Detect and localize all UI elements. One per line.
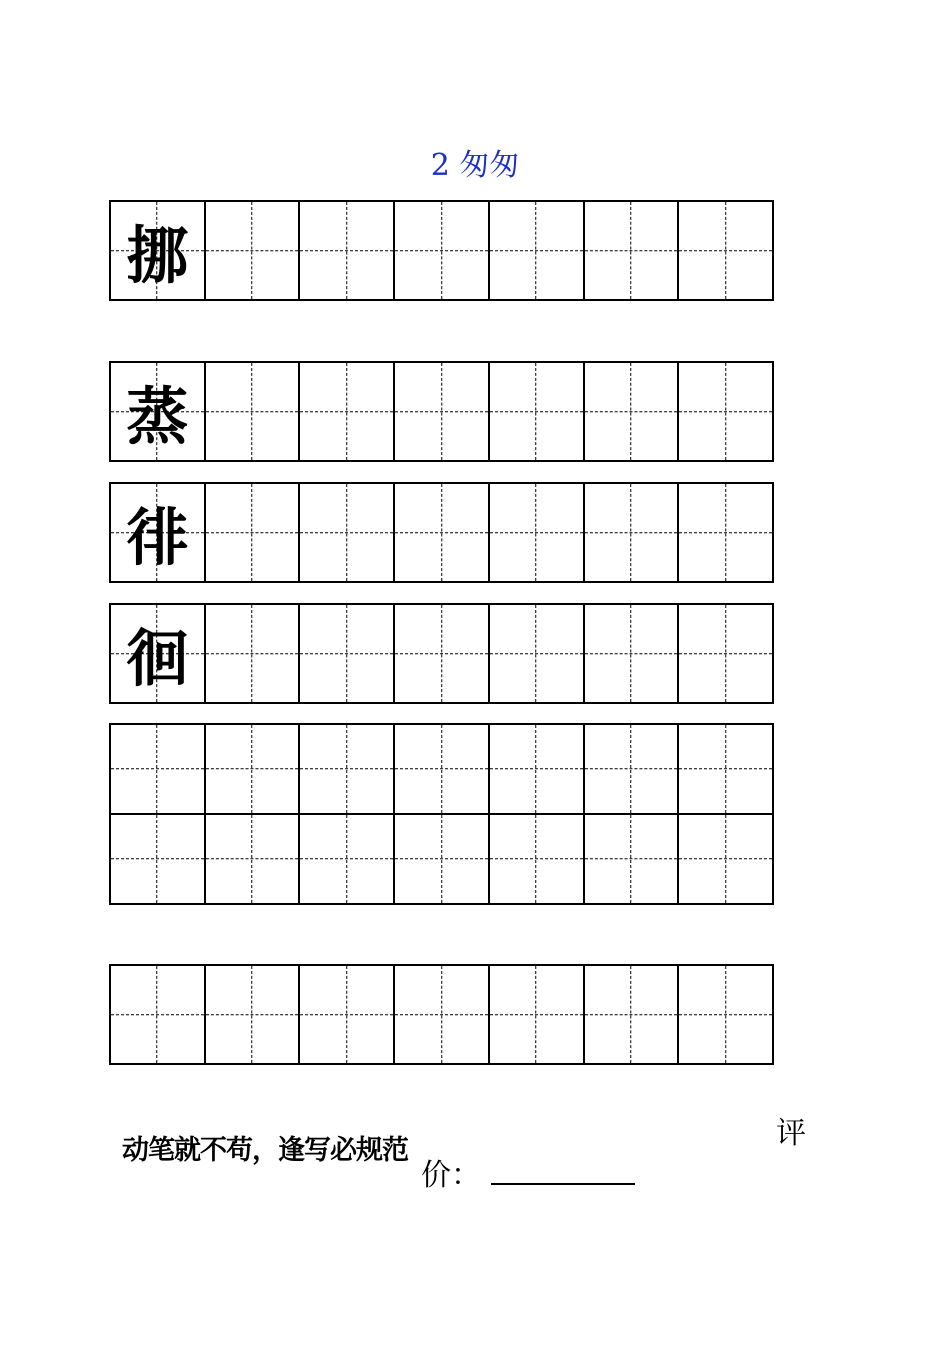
grid-cell[interactable] — [393, 363, 488, 460]
grid-cell[interactable] — [677, 725, 772, 813]
grid-cell[interactable] — [111, 966, 204, 1063]
page-title: 2 匆匆 — [430, 148, 520, 183]
grid-cell[interactable] — [583, 815, 678, 903]
grid-cell[interactable] — [204, 725, 299, 813]
evaluation-blank-line[interactable] — [491, 1183, 635, 1185]
grid-cell[interactable] — [393, 815, 488, 903]
writing-grid-row-5 — [111, 725, 772, 813]
grid-cell[interactable] — [583, 484, 678, 581]
grid-cell[interactable] — [298, 363, 393, 460]
grid-cell — [111, 484, 204, 581]
grid-cell[interactable] — [298, 725, 393, 813]
evaluation-label-part2: 价： — [421, 1158, 481, 1193]
grid-cell[interactable] — [677, 966, 772, 1063]
grid-cell[interactable] — [583, 605, 678, 702]
grid-cell[interactable] — [677, 363, 772, 460]
evaluation-label-part1: 评 — [776, 1116, 806, 1151]
grid-cell — [111, 202, 204, 299]
grid-cell[interactable] — [677, 484, 772, 581]
grid-cell[interactable] — [298, 815, 393, 903]
grid-cell — [111, 605, 204, 702]
model-character: 徘 — [126, 501, 189, 574]
grid-cell[interactable] — [393, 966, 488, 1063]
grid-cell[interactable] — [204, 202, 299, 299]
grid-cell[interactable] — [204, 363, 299, 460]
grid-cell[interactable] — [583, 725, 678, 813]
grid-cell[interactable] — [488, 363, 583, 460]
grid-cell[interactable] — [488, 202, 583, 299]
model-character: 蒸 — [126, 380, 189, 453]
grid-cell[interactable] — [298, 202, 393, 299]
grid-cell[interactable] — [677, 202, 772, 299]
grid-cell[interactable] — [488, 725, 583, 813]
writing-grid-row-6 — [111, 813, 772, 903]
model-character: 徊 — [126, 622, 189, 695]
grid-cell[interactable] — [488, 484, 583, 581]
writing-grid-row-7 — [109, 964, 774, 1065]
model-character: 挪 — [126, 219, 189, 292]
grid-cell[interactable] — [204, 966, 299, 1063]
grid-cell[interactable] — [298, 605, 393, 702]
writing-grid-block — [109, 723, 774, 905]
grid-cell[interactable] — [677, 605, 772, 702]
grid-cell[interactable] — [488, 815, 583, 903]
grid-cell[interactable] — [488, 966, 583, 1063]
grid-cell[interactable] — [393, 484, 488, 581]
grid-cell[interactable] — [583, 202, 678, 299]
grid-cell[interactable] — [393, 725, 488, 813]
writing-grid-row-2 — [109, 361, 774, 462]
grid-cell — [111, 363, 204, 460]
grid-cell[interactable] — [111, 815, 204, 903]
grid-cell[interactable] — [488, 605, 583, 702]
grid-cell[interactable] — [393, 605, 488, 702]
writing-grid-row-4 — [109, 603, 774, 704]
grid-cell[interactable] — [204, 815, 299, 903]
grid-cell[interactable] — [677, 815, 772, 903]
grid-cell[interactable] — [204, 605, 299, 702]
grid-cell[interactable] — [393, 202, 488, 299]
grid-cell[interactable] — [298, 966, 393, 1063]
grid-cell[interactable] — [583, 363, 678, 460]
writing-grid-row-1 — [109, 200, 774, 301]
grid-cell[interactable] — [298, 484, 393, 581]
grid-cell[interactable] — [111, 725, 204, 813]
motto-text: 动笔就不苟，逢写必规范 — [122, 1135, 408, 1166]
grid-cell[interactable] — [204, 484, 299, 581]
writing-grid-row-3 — [109, 482, 774, 583]
grid-cell[interactable] — [583, 966, 678, 1063]
